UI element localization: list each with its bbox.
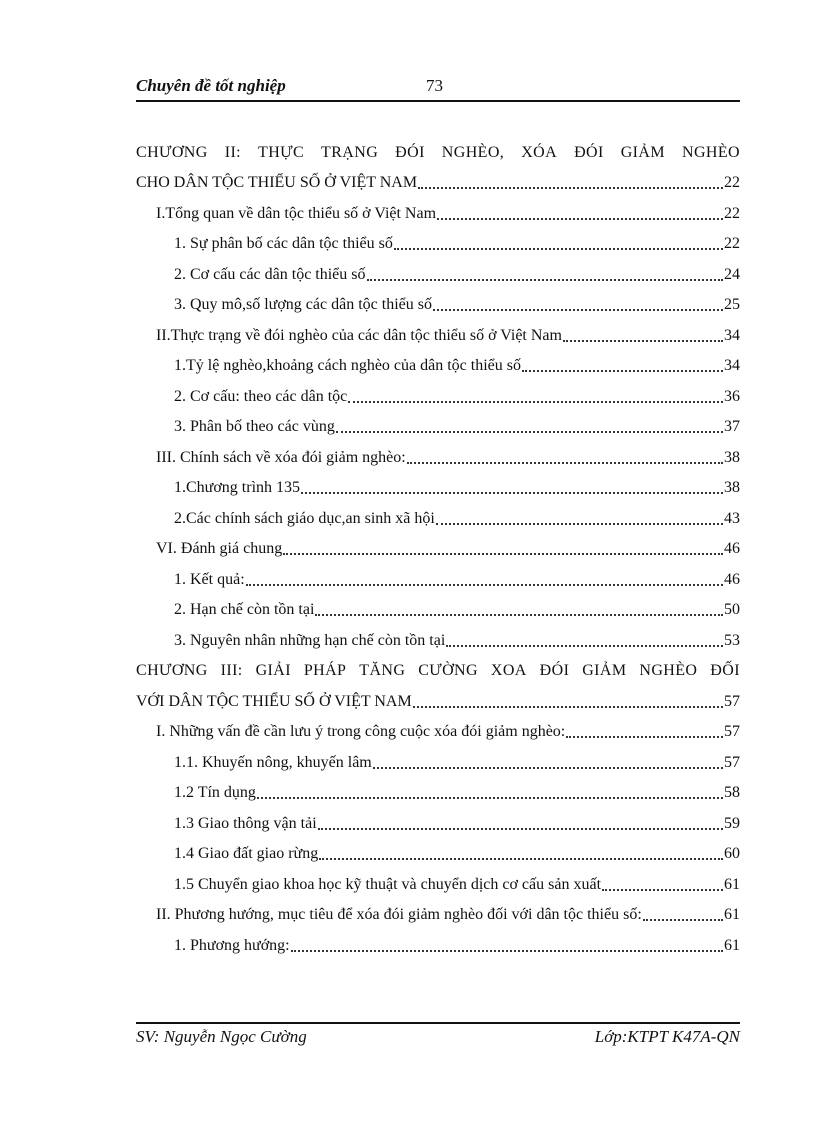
toc-entry-page: 57 [724,753,740,771]
toc-entry-title: 1.5 Chuyển giao khoa học kỹ thuật và chuyển dịch cơ cấu sản xuất [174,875,602,893]
toc-entry-page: 57 [724,723,740,740]
footer-rule [136,1022,740,1024]
toc-entry-title: 1.1. Khuyến nông, khuyến lâm [174,753,372,771]
toc-entry [136,895,740,926]
toc-entry [136,681,740,712]
toc-entry-title: 3. Quy mô,số lượng các dân tộc thiểu số [174,296,432,313]
toc-entry-title: 1.3 Giao thông vận tải [174,814,317,832]
toc-chapter-word: TĂNG [359,662,406,679]
toc-entry-title: 2. Hạn chế còn tồn tại [174,601,315,618]
toc-chapter-word: PHÁP [303,662,347,679]
toc-leader-dots [522,369,723,372]
toc-entry-page: 59 [724,814,740,832]
toc-entry-page: 25 [724,296,740,313]
toc-entry-title: 1. Kết quả: [174,570,245,588]
toc-entry-title: I. Những vấn đề cần lưu ý trong công cuộc xóa đói giảm nghèo: [156,723,566,740]
toc-leader-dots [315,613,723,616]
toc-entry-title: 2. Cơ cấu các dân tộc thiểu số [174,265,366,283]
toc-leader-dots [318,827,723,830]
toc-chapter-word: II: [224,143,242,161]
toc-leader-dots [336,430,723,433]
toc-leader-dots [602,888,723,891]
toc-entry-page: 38 [724,448,740,466]
toc-leader-dots [367,278,723,281]
toc-entry-title: II. Phương hướng, mục tiêu để xóa đói giảm nghèo đối với dân tộc thiểu số: [156,906,642,923]
toc-chapter-word: ĐÓI [539,662,570,679]
toc-entry-page: 46 [724,540,740,557]
toc-leader-dots [436,522,723,525]
toc-entry [136,803,740,834]
toc-entry-title: 1.Chương trình 135 [174,479,301,496]
toc-leader-dots [643,918,723,921]
header-title: Chuyên đề tốt nghiệp [136,76,286,95]
footer-student: SV: Nguyễn Ngọc Cường [136,1027,307,1046]
toc-leader-dots [283,552,723,555]
toc-entry [136,559,740,590]
toc-entry-page: 57 [724,692,740,710]
toc-entry-page: 43 [724,509,740,527]
toc-entry [136,620,740,651]
toc-entry-title: 1.Tỷ lệ nghèo,khoảng cách nghèo của dân tộc thiểu số [174,357,521,374]
toc-entry-page: 50 [724,601,740,618]
toc-leader-dots [446,644,723,647]
toc-entry-page: 34 [724,357,740,374]
toc-leader-dots [348,400,723,403]
toc-chapter-word: TRẠNG [321,143,379,161]
toc-entry-page: 61 [724,906,740,923]
toc-chapter-word: GIẢM [582,662,627,679]
toc-entry [136,376,740,407]
table-of-contents [136,132,740,956]
toc-entry-title: 1.2 Tín dụng [174,784,256,801]
toc-entry-page: 36 [724,387,740,405]
toc-entry [136,773,740,804]
toc-chapter-word: GIẢM [620,143,665,161]
toc-entry-page: 58 [724,784,740,801]
toc-leader-dots [301,491,723,494]
toc-chapter-line [136,132,740,163]
toc-entry-page: 46 [724,570,740,588]
toc-entry-page: 37 [724,418,740,435]
toc-entry-page: 61 [724,936,740,954]
toc-leader-dots [418,186,723,189]
toc-entry [136,834,740,865]
toc-entry-title: 1. Sự phân bố các dân tộc thiểu số [174,235,393,252]
toc-entry [136,315,740,346]
toc-entry [136,590,740,621]
toc-entry [136,163,740,194]
toc-entry [136,254,740,285]
toc-entry [136,529,740,560]
toc-entry-page: 34 [724,326,740,344]
toc-entry-title: II.Thực trạng về đói nghèo của các dân tộc thiểu số ở Việt Nam [156,326,562,344]
toc-chapter-word: CHƯƠNG [136,143,208,161]
toc-leader-dots [291,949,723,952]
toc-chapter-word: NGHÈO, [441,143,505,161]
toc-entry-page: 60 [724,845,740,862]
page-header [136,76,740,98]
toc-entry [136,712,740,743]
toc-chapter-word: III: [220,662,243,679]
toc-chapter-word: ĐÓI [395,143,425,161]
toc-entry-title: 1.4 Giao đất giao rừng [174,845,319,862]
toc-entry-title: 1. Phương hướng: [174,936,290,954]
toc-entry [136,407,740,438]
toc-leader-dots [563,339,723,342]
toc-chapter-word: XÓA [521,143,558,161]
toc-entry [136,468,740,499]
toc-chapter-word: GIẢI [255,662,291,679]
toc-leader-dots [319,857,723,860]
toc-entry-title: 2. Cơ cấu: theo các dân tộc [174,387,348,405]
toc-entry-title: VI. Đánh giá chung [156,540,283,557]
toc-leader-dots [433,308,723,311]
toc-entry [136,437,740,468]
toc-chapter-word: ĐÓI [574,143,604,161]
toc-entry-page: 22 [724,204,740,222]
toc-entry [136,925,740,956]
toc-entry-title: 2.Các chính sách giáo dục,an sinh xã hội [174,509,435,527]
toc-chapter-word: THỰC [258,143,305,161]
toc-leader-dots [407,461,723,464]
toc-leader-dots [413,705,723,708]
toc-entry-title: 3. Nguyên nhân những hạn chế còn tồn tại [174,631,446,649]
toc-chapter-word: NGHÈO [681,143,740,161]
toc-leader-dots [373,766,723,769]
toc-leader-dots [437,217,723,220]
toc-entry-page: 61 [724,875,740,893]
toc-leader-dots [394,247,723,250]
toc-chapter-word: CHƯƠNG [136,662,208,679]
toc-entry-page: 22 [724,174,740,191]
toc-entry [136,193,740,224]
toc-entry-title: III. Chính sách về xóa đói giảm nghèo: [156,448,406,466]
footer-class: Lớp:KTPT K47A-QN [594,1027,740,1046]
toc-leader-dots [257,796,723,799]
toc-entry [136,498,740,529]
toc-entry-title: CHO DÂN TỘC THIỂU SỐ Ở VIỆT NAM [136,174,418,191]
toc-entry-title: 3. Phân bố theo các vùng [174,418,335,435]
toc-entry-title: VỚI DÂN TỘC THIỂU SỐ Ở VIỆT NAM [136,692,412,710]
header-page-number: 73 [426,76,443,95]
toc-entry [136,742,740,773]
toc-entry [136,224,740,255]
toc-leader-dots [246,583,723,586]
toc-entry-page: 24 [724,265,740,283]
toc-entry-page: 53 [724,631,740,649]
toc-chapter-word: XOA [490,662,527,679]
toc-chapter-word: NGHÈO [639,662,698,679]
toc-entry-page: 38 [724,479,740,496]
toc-entry-page: 22 [724,235,740,252]
toc-entry [136,346,740,377]
header-rule [136,100,740,102]
toc-entry [136,864,740,895]
toc-entry-title: I.Tổng quan về dân tộc thiểu số ở Việt Nam [156,204,437,222]
toc-entry [136,285,740,316]
toc-leader-dots [566,735,723,738]
toc-chapter-word: CƯỜNG [418,662,478,679]
toc-chapter-line [136,651,740,682]
toc-chapter-word: ĐỐI [710,662,740,679]
